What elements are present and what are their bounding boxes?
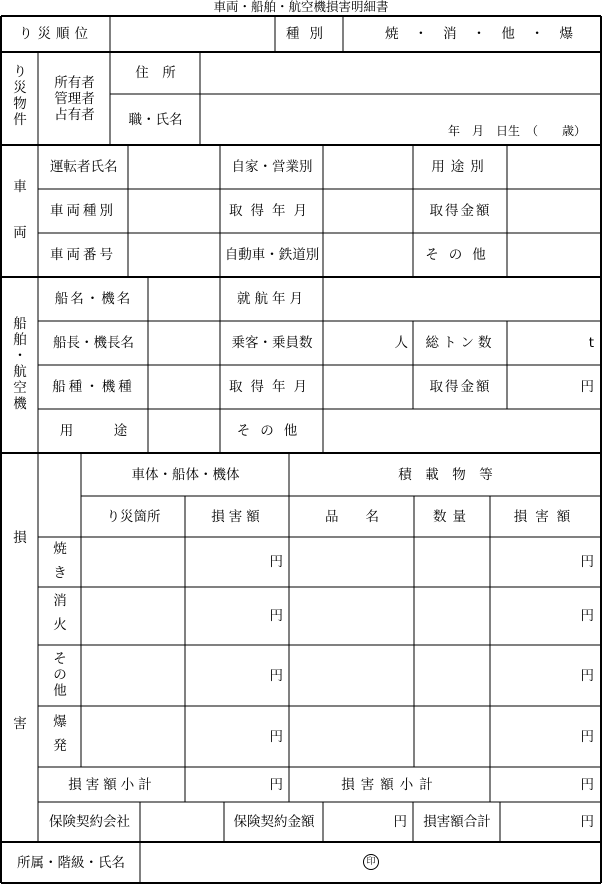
damage-other-item-field[interactable] [290, 646, 413, 705]
body-header: 車体・船体・機体 [131, 466, 240, 483]
damage-explosion-item-field[interactable] [290, 707, 413, 766]
vessel-acquisition-year-field[interactable] [324, 366, 412, 408]
usage-label: 用途別 [431, 159, 490, 175]
type-separator: ・ [414, 26, 428, 42]
vessel-kind-field[interactable] [149, 366, 219, 408]
occupation-name-label: 職・氏名 [128, 111, 183, 128]
passengers-field[interactable] [324, 321, 408, 365]
damage-extinguish-location-field[interactable] [82, 588, 184, 644]
usage-field[interactable] [508, 146, 600, 188]
vessel-name-label: 船名・機名 [54, 291, 133, 307]
seal-circle: 印 [363, 854, 379, 870]
yen-unit: 円 [580, 608, 594, 624]
damage-explosion-cargo-amount-field[interactable] [491, 706, 594, 767]
tonnage-label: 総トン数 [425, 335, 496, 351]
type-option-explosion[interactable]: 爆 [559, 26, 573, 42]
yen-unit: 円 [269, 667, 283, 684]
car-rail-field[interactable] [324, 234, 412, 276]
vessel-name-field[interactable] [149, 278, 219, 320]
vessel-usage-label: 用 途 [59, 423, 128, 439]
occupation-name-field[interactable] [201, 95, 600, 125]
yen-unit: 円 [269, 776, 283, 793]
vehicle-other-label: その他 [425, 247, 496, 263]
damage-section-label: 損 害 [13, 530, 27, 732]
yen-unit: 円 [393, 814, 407, 830]
damage-fire-amount-field[interactable] [186, 537, 283, 587]
damage-row-extinguish-label: 消 火 [53, 593, 67, 633]
type-label: 種別 [286, 26, 333, 42]
yen-unit: 円 [580, 728, 594, 745]
vessel-acquisition-amount-field[interactable] [508, 365, 594, 409]
service-year-label: 就航年月 [237, 291, 307, 307]
affiliation-label: 所属・階級・氏名 [17, 854, 125, 871]
damage-explosion-quantity-field[interactable] [415, 707, 489, 766]
amount-header: 損害額 [211, 508, 264, 525]
vessel-acquisition-year-label: 取得年月 [229, 379, 315, 395]
vehicle-number-field[interactable] [129, 234, 219, 276]
item-header: 品 名 [325, 508, 379, 525]
rank-label: り災順位 [19, 26, 93, 42]
car-rail-label: 自動車・鉄道別 [224, 247, 320, 263]
vehicle-other-field[interactable] [508, 234, 600, 276]
captain-label: 船長・機長名 [53, 335, 134, 351]
subtotal-label-cargo: 損害額小計 [341, 776, 439, 793]
owner-role-label: 所有者 管理者 占有者 [54, 75, 95, 123]
damage-other-amount-field[interactable] [186, 645, 283, 706]
vehicle-section-label: 車 両 [13, 179, 27, 241]
yen-unit: 円 [580, 776, 594, 793]
acquisition-amount-field[interactable] [508, 190, 600, 232]
type-option-other[interactable]: 他 [501, 26, 515, 42]
birth-date-age-field[interactable]: 年 月 日生 （ 歳） [447, 124, 586, 138]
damage-row-explosion-label: 爆 発 [53, 714, 67, 754]
type-option-fire[interactable]: 焼 [385, 26, 399, 42]
cargo-header: 積 載 物 等 [398, 466, 493, 483]
yen-unit: 円 [580, 379, 594, 395]
yen-unit: 円 [580, 554, 594, 570]
type-options[interactable] [385, 16, 573, 52]
damage-other-quantity-field[interactable] [415, 646, 489, 705]
quantity-header: 数量 [433, 508, 472, 525]
subtotal-field-cargo[interactable] [491, 767, 594, 802]
insurer-field[interactable] [141, 803, 223, 841]
acquisition-year-label: 取得年月 [229, 203, 315, 219]
address-label: 住 所 [135, 65, 176, 81]
vessel-acquisition-amount-label: 取得金額 [429, 379, 492, 395]
subtotal-field[interactable] [186, 767, 283, 802]
vessel-kind-label: 船種・機種 [52, 379, 135, 395]
rank-field[interactable] [111, 17, 274, 51]
vessel-usage-field[interactable] [149, 410, 219, 452]
insurer-label: 保険契約会社 [49, 814, 130, 830]
damage-fire-quantity-field[interactable] [415, 538, 489, 586]
driver-name-field[interactable] [129, 146, 219, 188]
location-header: り災箇所 [106, 508, 161, 525]
total-field[interactable] [501, 802, 594, 842]
passengers-label: 乗客・乗員数 [231, 335, 313, 351]
vessel-section-label: 船 舶 ・ 航 空 機 [13, 316, 27, 412]
driver-name-label: 運転者氏名 [50, 159, 118, 175]
type-separator: ・ [472, 26, 486, 42]
service-year-field[interactable] [324, 278, 600, 320]
yen-unit: 円 [269, 554, 283, 570]
address-field[interactable] [201, 53, 600, 93]
vessel-other-label: その他 [236, 423, 308, 439]
acquisition-amount-label: 取得金額 [429, 203, 492, 219]
subtotal-label: 損害額小計 [68, 776, 156, 793]
damage-explosion-location-field[interactable] [82, 707, 184, 766]
damage-row-other-label: そ の 他 [53, 651, 67, 699]
yen-unit: 円 [580, 814, 594, 830]
vehicle-type-field[interactable] [129, 190, 219, 232]
tonnage-field[interactable] [508, 321, 594, 365]
amount-header-cargo: 損害額 [513, 508, 579, 525]
vehicle-number-label: 車両番号 [50, 247, 116, 263]
vessel-other-field[interactable] [324, 410, 600, 452]
damage-extinguish-quantity-field[interactable] [415, 588, 489, 644]
insured-amount-label: 保険契約金額 [233, 814, 315, 830]
damage-fire-location-field[interactable] [82, 538, 184, 586]
yen-unit: 円 [580, 667, 594, 684]
type-separator: ・ [530, 26, 544, 42]
damage-extinguish-amount-field[interactable] [186, 587, 283, 645]
total-label: 損害額合計 [423, 814, 491, 830]
vehicle-type-label: 車両種別 [50, 203, 116, 219]
owner-section-label: り 災 物 件 [13, 64, 27, 128]
type-option-extinguish[interactable]: 消 [443, 26, 457, 42]
damage-other-location-field[interactable] [82, 646, 184, 705]
acquisition-year-field[interactable] [324, 190, 412, 232]
seal-mark [361, 852, 381, 872]
captain-field[interactable] [149, 322, 219, 364]
damage-extinguish-item-field[interactable] [290, 588, 413, 644]
private-business-field[interactable] [324, 146, 412, 188]
tonnage-unit: t [588, 335, 594, 351]
yen-unit: 円 [269, 728, 283, 745]
damage-extinguish-cargo-amount-field[interactable] [491, 587, 594, 645]
damage-other-cargo-amount-field[interactable] [491, 645, 594, 706]
damage-explosion-amount-field[interactable] [186, 706, 283, 767]
insured-amount-field[interactable] [324, 802, 407, 842]
passengers-unit: 人 [394, 335, 408, 351]
damage-fire-item-field[interactable] [290, 538, 413, 586]
form-title: 車両・船舶・航空機損害明細書 [213, 0, 389, 14]
damage-fire-cargo-amount-field[interactable] [491, 537, 594, 587]
damage-row-fire-label: 焼 き [53, 541, 67, 581]
yen-unit: 円 [269, 608, 283, 624]
private-business-label: 自家・営業別 [231, 159, 313, 175]
